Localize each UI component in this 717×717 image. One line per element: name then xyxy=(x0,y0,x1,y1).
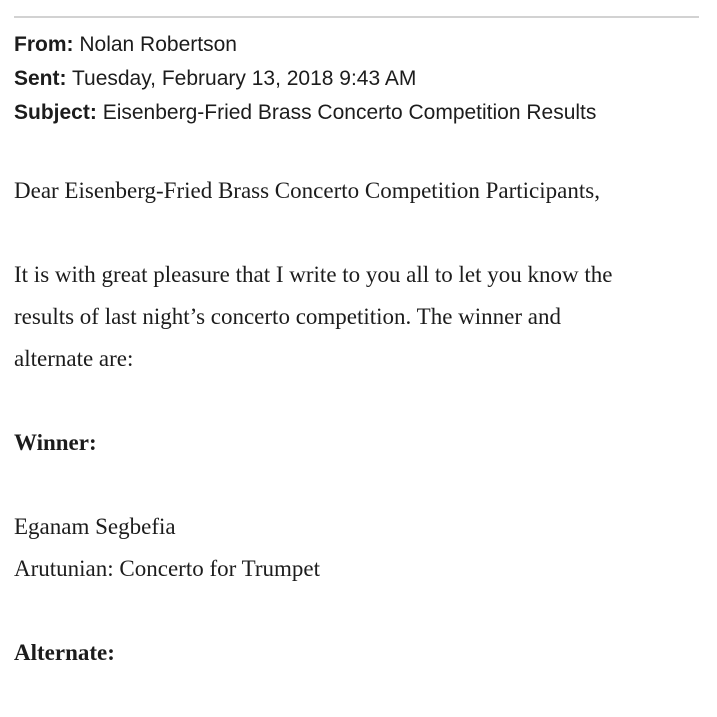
subject-line xyxy=(14,96,596,130)
sent-label: Sent: xyxy=(14,67,67,90)
spacer xyxy=(14,380,699,422)
winner-name: Eganam Segbefia xyxy=(14,514,176,539)
from-value: Nolan Robertson xyxy=(79,33,237,56)
spacer xyxy=(14,212,699,254)
paragraph-line: alternate are: xyxy=(14,346,134,371)
from-label: From: xyxy=(14,33,74,56)
sent-value: Tuesday, February 13, 2018 9:43 AM xyxy=(71,67,417,90)
header-divider xyxy=(14,16,699,18)
intro-paragraph xyxy=(14,254,699,380)
from-line xyxy=(14,28,596,62)
sent-line xyxy=(14,62,596,96)
paragraph-line: It is with great pleasure that I write to you all to let you know the xyxy=(14,262,613,287)
winner-heading: Winner: xyxy=(14,430,97,455)
spacer xyxy=(14,590,699,632)
paragraph-line: results of last night’s concerto competition. The winner and xyxy=(14,304,561,329)
subject-value: Eisenberg-Fried Brass Concerto Competition Results xyxy=(102,101,597,124)
subject-label: Subject: xyxy=(14,101,97,124)
email-body xyxy=(14,170,699,674)
winner-piece: Arutunian: Concerto for Trumpet xyxy=(14,556,320,581)
alternate-heading: Alternate: xyxy=(14,640,115,665)
greeting: Dear Eisenberg-Fried Brass Concerto Competition Participants, xyxy=(14,178,600,203)
spacer xyxy=(14,464,699,506)
email-header xyxy=(14,28,596,130)
